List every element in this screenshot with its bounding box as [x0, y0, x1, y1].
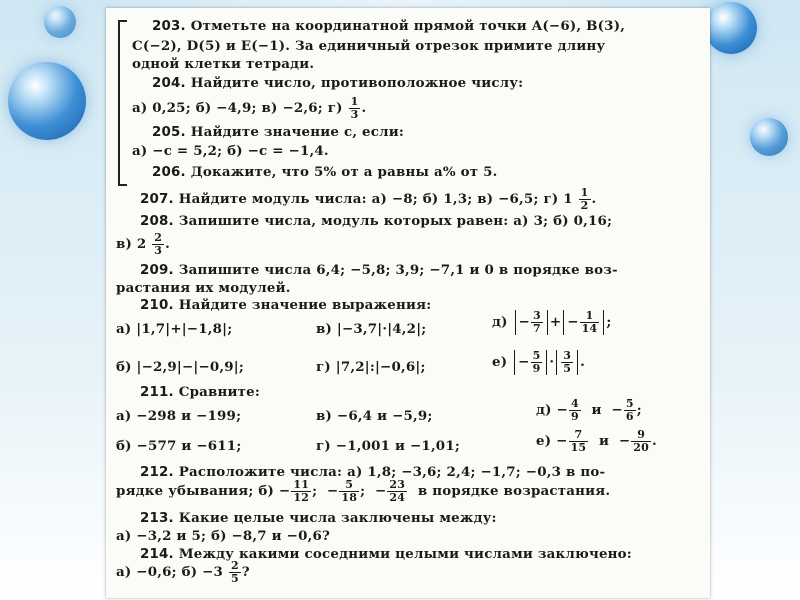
- fraction: $\frac{4}{9}$: [570, 397, 579, 423]
- fraction: $\frac{11}{12}$: [293, 478, 310, 504]
- problem-208-line-1: 208. Запишите числа, модуль которых равен: а) 3; б) 0,16;: [140, 213, 613, 229]
- problem-210-b: б) |−2,9|−|−0,9|;: [116, 359, 245, 375]
- fraction: $\frac{2}{3}$: [154, 231, 163, 257]
- fraction: $\frac{5}{6}$: [625, 397, 634, 423]
- fraction: $\frac{3}{5}$: [563, 349, 572, 375]
- problem-203-line-3: одной клетки тетради.: [132, 56, 315, 72]
- problem-203-line-1: 203. Отметьте на координатной прямой точки A(−6), B(3),: [152, 18, 626, 34]
- problem-212-line-1: 212. Расположите числа: а) 1,8; −3,6; 2,4; −1,7; −0,3 в по-: [140, 464, 606, 480]
- problem-208-line-2: в) 2 $\frac{2}{3}$ .: [116, 231, 171, 257]
- problem-204-parts: а) 0,25; б) −4,9; в) −2,6; г) $\frac{1}{3}$ .: [132, 95, 367, 121]
- problem-211-v: в) −6,4 и −5,9;: [316, 408, 433, 424]
- slide-right-band: [705, 0, 800, 600]
- absolute-value: − $\frac{1}{14}$: [563, 310, 604, 335]
- problem-214-parts: а) −0,6; б) −3 $\frac{2}{5}$ ?: [116, 559, 250, 585]
- fraction: $\frac{5}{9}$: [532, 349, 541, 375]
- problem-211-b: б) −577 и −611;: [116, 438, 242, 454]
- problem-213-parts: а) −3,2 и 5; б) −8,7 и −0,6?: [116, 528, 331, 544]
- problem-211-d: д) − $\frac{4}{9}$ и − $\frac{5}{6}$ ;: [536, 397, 642, 423]
- problem-204-title: 204. Найдите число, противоположное числу:: [152, 75, 524, 91]
- problem-210-a: а) |1,7|+|−1,8|;: [116, 321, 233, 337]
- decorative-orb: [705, 2, 757, 54]
- decorative-orb: [8, 62, 86, 140]
- section-bracket: [118, 20, 127, 186]
- absolute-value: − $\frac{5}{9}$: [514, 350, 547, 375]
- problem-205-title: 205. Найдите значение c, если:: [152, 124, 405, 140]
- fraction: $\frac{2}{5}$: [230, 559, 239, 585]
- decorative-orb: [44, 6, 76, 38]
- problem-210-e: е) − $\frac{5}{9}$ · $\frac{3}{5}$ .: [492, 349, 586, 375]
- absolute-value: − $\frac{3}{7}$: [515, 310, 548, 335]
- problem-211-title: 211. Сравните:: [140, 384, 261, 400]
- problem-210-title: 210. Найдите значение выражения:: [140, 297, 432, 313]
- fraction: $\frac{1}{14}$: [581, 309, 598, 335]
- textbook-page-scan: [106, 8, 710, 598]
- fraction: $\frac{3}{7}$: [532, 309, 541, 335]
- fraction: $\frac{23}{24}$: [389, 478, 406, 504]
- problem-206: 206. Докажите, что 5% от a равны a% от 5.: [152, 164, 498, 180]
- absolute-value: [556, 350, 578, 375]
- problem-210-v: в) |−3,7|·|4,2|;: [316, 321, 427, 337]
- fraction: $\frac{1}{3}$: [350, 95, 359, 121]
- decorative-orb: [750, 118, 788, 156]
- problem-212-line-2: рядке убывания; б) − $\frac{11}{12}$ ; − $\frac{5}{18}$ ; − $\frac{23}{24}$ в порядке возрастания.: [116, 478, 611, 504]
- fraction: $\frac{7}{15}$: [570, 428, 587, 454]
- problem-205-parts: а) −c = 5,2; б) −c = −1,4.: [132, 143, 329, 159]
- problem-211-g: г) −1,001 и −1,01;: [316, 438, 460, 454]
- problem-203-line-2: C(−2), D(5) и E(−1). За единичный отрезок примите длину: [132, 38, 606, 54]
- fraction: $\frac{1}{2}$: [580, 186, 589, 212]
- problem-214-title: 214. Между какими соседними целыми числами заключено:: [140, 546, 632, 562]
- problem-207: 207. Найдите модуль числа: а) −8; б) 1,3; в) −6,5; г) 1 $\frac{1}{2}$ .: [140, 186, 597, 212]
- problem-210-d: д) − $\frac{3}{7}$ + − $\frac{1}{14}$ ;: [492, 309, 612, 335]
- problem-210-g: г) |7,2|:|−0,6|;: [316, 359, 426, 375]
- problem-209-line-1: 209. Запишите числа 6,4; −5,8; 3,9; −7,1 и 0 в порядке воз-: [140, 262, 618, 278]
- fraction: $\frac{9}{20}$: [633, 428, 649, 454]
- problem-211-e: е) − $\frac{7}{15}$ и − $\frac{9}{20}$ .: [536, 428, 657, 454]
- problem-211-a: а) −298 и −199;: [116, 408, 242, 424]
- problem-213-title: 213. Какие целые числа заключены между:: [140, 510, 497, 526]
- problem-209-line-2: растания их модулей.: [116, 280, 291, 296]
- fraction: $\frac{5}{18}$: [341, 478, 358, 504]
